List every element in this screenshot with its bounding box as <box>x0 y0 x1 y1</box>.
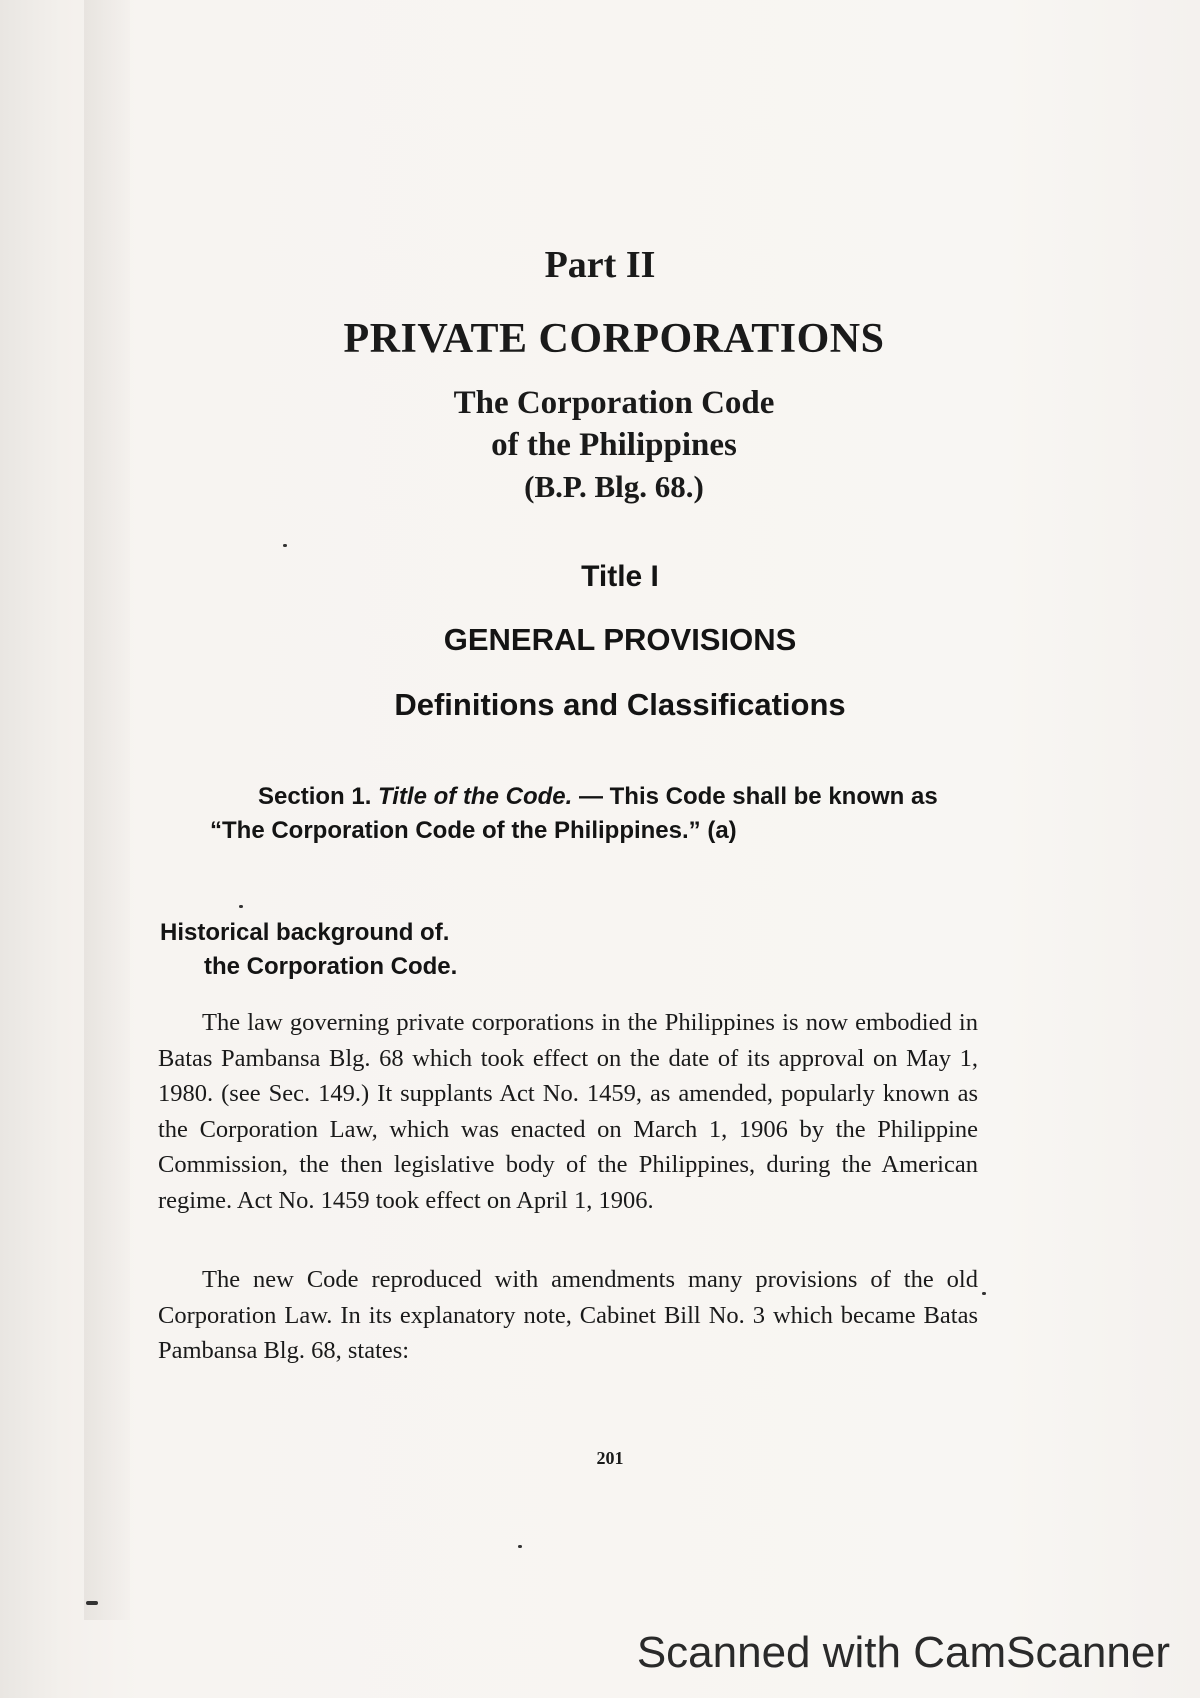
camscanner-watermark: Scanned with CamScanner <box>636 1628 1170 1677</box>
scan-speck <box>982 1292 986 1295</box>
subtitle-line-1: The Corporation Code <box>453 385 775 421</box>
scan-speck <box>239 905 243 908</box>
page-number: 201 <box>596 1448 624 1468</box>
main-title: PRIVATE CORPORATIONS <box>343 316 885 362</box>
subtitle-line-2: of the Philippines <box>491 427 737 463</box>
section-text: — This Code shall be known as “The Corporation Code of the Philippines.” (a) <box>210 783 938 844</box>
subtitle-line-3: (B.P. Blg. 68.) <box>524 469 704 504</box>
historical-heading <box>160 916 457 984</box>
title-subheading: Definitions and Classifications <box>394 687 846 722</box>
paragraph-2-text: The new Code reproduced with amendments many provisions of the old Corporation Law. In its explanatory note, Cabinet Bill No. 3 which became Batas Pambansa Blg. 68, states: <box>158 1266 978 1364</box>
scan-speck <box>86 1601 98 1605</box>
part-heading: Part II <box>544 244 656 286</box>
scan-speck <box>283 544 287 547</box>
title-label: Title I <box>581 560 659 593</box>
historical-heading-line-1: Historical background of. <box>160 919 450 946</box>
section-label: Section 1. <box>258 783 372 810</box>
scan-speck <box>518 1545 522 1548</box>
historical-heading-line-2: the Corporation Code. <box>204 953 458 980</box>
section-caption: Title of the Code. <box>378 783 573 810</box>
paragraph-2 <box>158 1262 978 1369</box>
section-1 <box>210 780 950 848</box>
title-heading: GENERAL PROVISIONS <box>443 622 797 657</box>
paragraph-1-text: The law governing private corporations in the Philippines is now embodied in Batas Pambansa Blg. 68 which took effect on the date of its approval on May 1, 1980. (see Sec. 149.) It supplants Act No. 1459, as amended, popularly known as the Corporation Law, which was enacted on March 1, 1906 by the Philippine Commission, the then legislative body of the Philippines, during the American regime. Act No. 1459 took effect on April 1, 1906. <box>158 1009 978 1214</box>
paragraph-1 <box>158 1005 978 1218</box>
